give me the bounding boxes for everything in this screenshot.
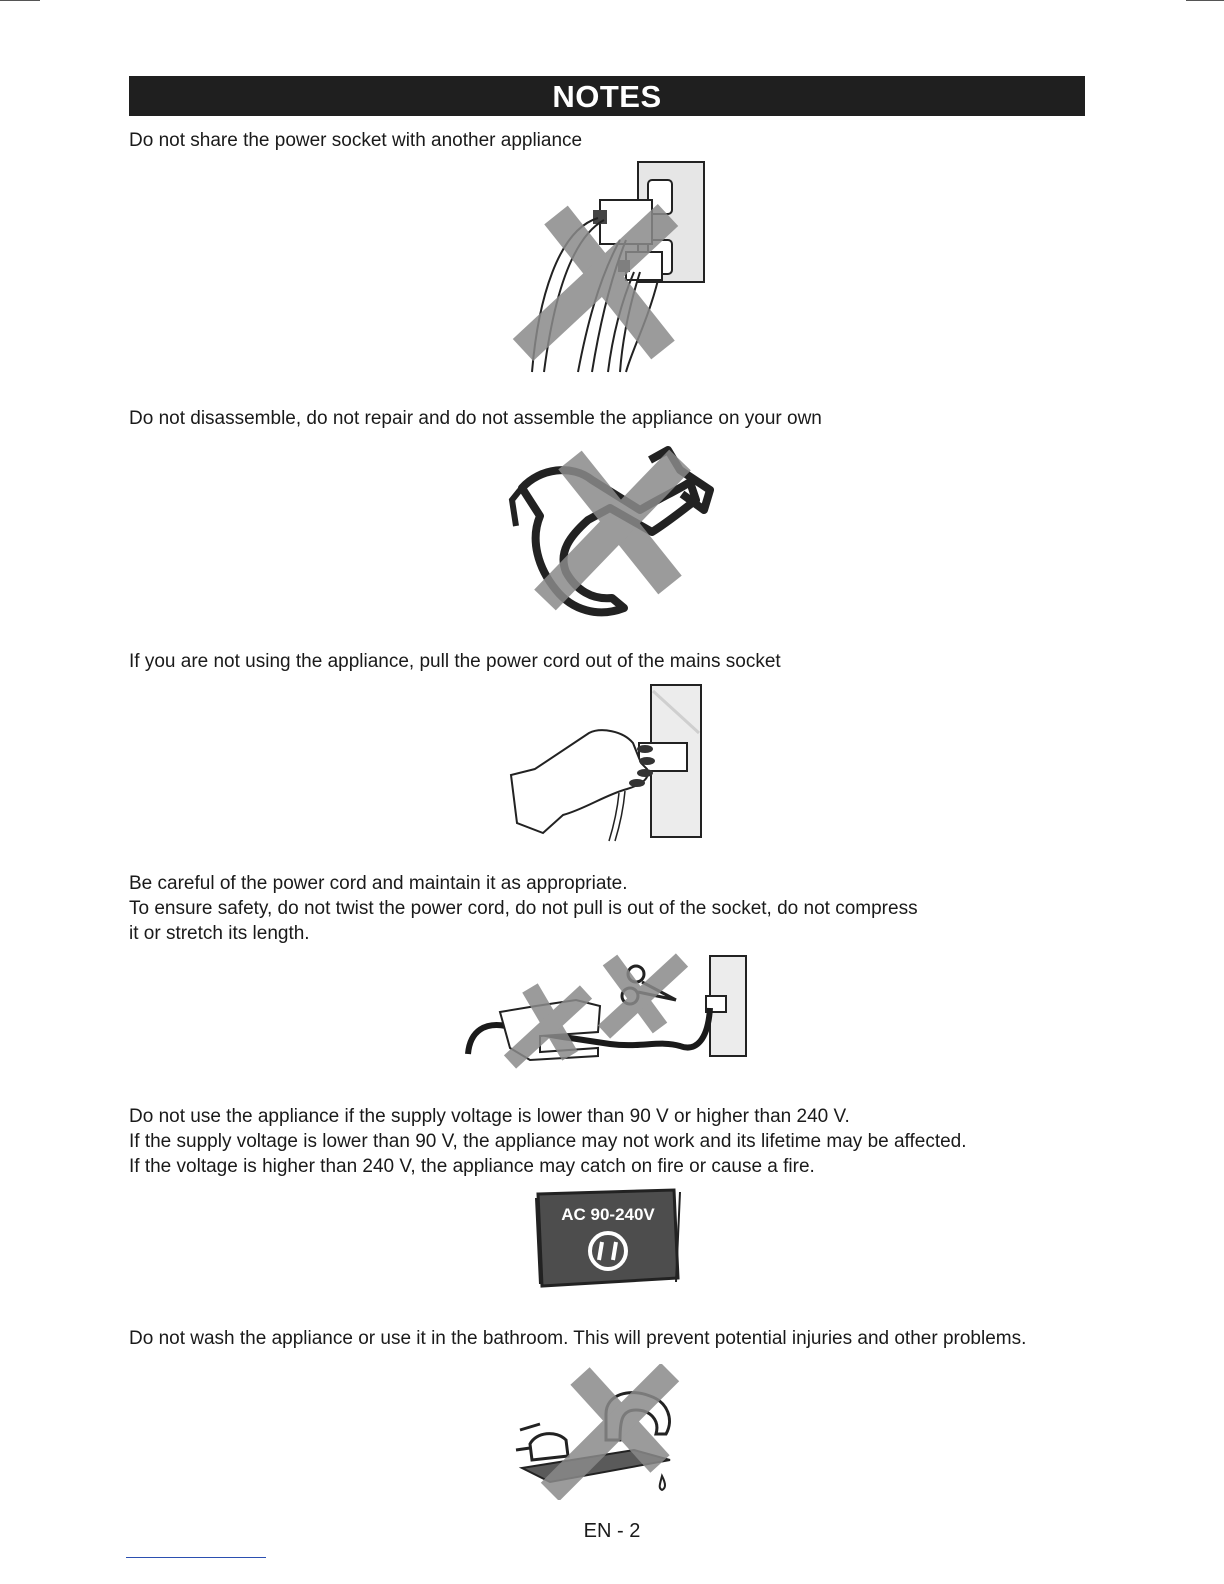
notes-banner: NOTES	[129, 76, 1085, 116]
faucet-icon	[510, 1364, 690, 1500]
crop-mark-right	[1186, 0, 1224, 1]
note-5-line-1: Do not use the appliance if the supply voltage is lower than 90 V or higher than 240 V.	[129, 1106, 850, 1127]
wrench-icon	[500, 440, 725, 620]
note-5-line-2: If the supply voltage is lower than 90 V, the appliance may not work and its lifetime may be affected.	[129, 1131, 967, 1152]
note-1-text: Do not share the power socket with another appliance	[129, 130, 583, 151]
damaged-cord-icon	[460, 952, 755, 1072]
note-2-text: Do not disassemble, do not repair and do not assemble the appliance on your own	[129, 408, 822, 429]
page-number: EN - 2	[583, 1520, 641, 1542]
voltage-badge-text: AC 90-240V	[561, 1205, 655, 1224]
note-4-line-2: To ensure safety, do not twist the power cord, do not pull is out of the socket, do not compress	[129, 898, 918, 919]
footer-rule	[126, 1557, 266, 1558]
voltage-label-icon	[534, 1188, 682, 1290]
multi-plug-socket-icon	[508, 160, 708, 375]
note-4-line-3: it or stretch its length.	[129, 923, 310, 944]
crop-mark-left	[0, 0, 40, 1]
note-5-line-3: If the voltage is higher than 240 V, the appliance may catch on fire or cause a fire.	[129, 1156, 815, 1177]
hand-unplug-icon	[505, 683, 710, 843]
note-6-text: Do not wash the appliance or use it in the bathroom. This will prevent potential injuries and other problems.	[129, 1328, 1027, 1349]
note-3-text: If you are not using the appliance, pull the power cord out of the mains socket	[129, 651, 781, 672]
note-4-line-1: Be careful of the power cord and maintain it as appropriate.	[129, 873, 628, 894]
